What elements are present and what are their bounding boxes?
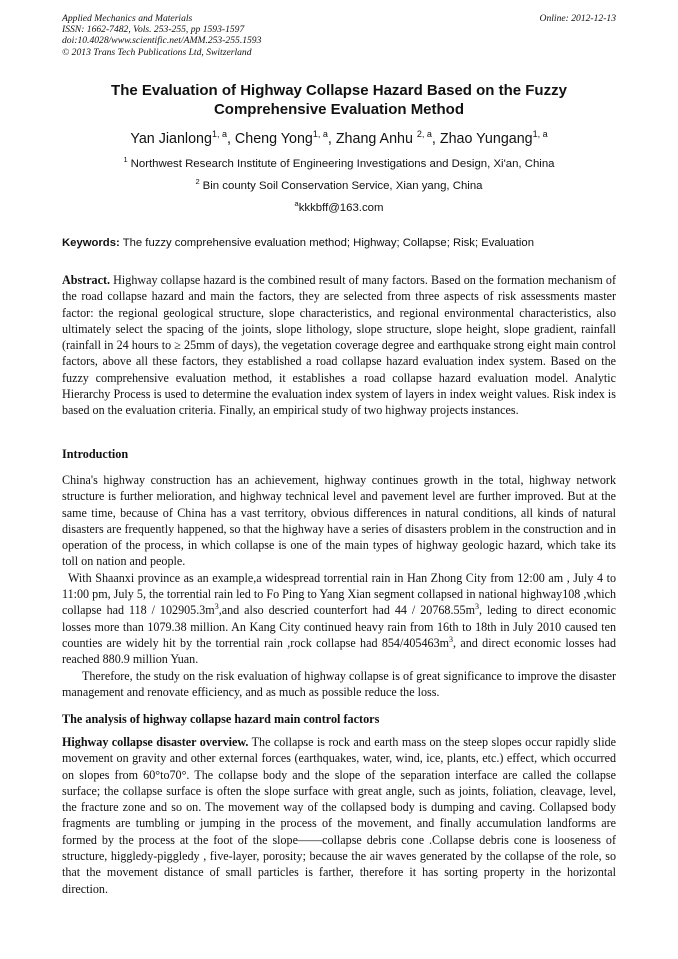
author-affiliation-sup: 1, a <box>532 129 548 139</box>
affiliation-marker: 1 <box>123 155 128 164</box>
abstract-text: Highway collapse hazard is the combined result of many factors. Based on the formation mechanism of the road collapse hazard and main the factors, they are selected from three aspects of risk assessments master factor: the regional geological structure, slope characteristics, and regional environmental characteristics, also ultimately select the spacing of the joints, slope lithology, slope structure, slope height, slope gradient, rainfall (rainfall in 24 hours to ≥ 25mm of days), the vegetation coverage degree and earthquake strong eight main control factors, above all these factors, they established a road collapse hazard evaluation index system. Based on the fuzzy comprehensive evaluation method, it establishes a road collapse hazard evaluation model. Analytic Hierarchy Process is used to determine the evaluation index system of layers in index weight values. Risk index is based on the evaluation criteria. Finally, an empirical study of two highway projects instances. <box>62 273 616 418</box>
subsection-lead: Highway collapse disaster overview. <box>62 735 249 749</box>
abstract <box>62 272 616 419</box>
intro-paragraph-3: Therefore, the study on the risk evaluation of highway collapse is of great significance to improve the disaster management and renovate efficiency, and as much as possible reduce the loss. <box>62 668 616 699</box>
paper-title: The Evaluation of Highway Collapse Hazard Based on the Fuzzy Comprehensive Evaluation Method <box>111 82 567 118</box>
affiliation-2 <box>40 179 638 193</box>
superscript: 3 <box>475 602 479 612</box>
keywords-text: The fuzzy comprehensive evaluation method; Highway; Collapse; Risk; Evaluation <box>119 237 534 249</box>
keywords-label: Keywords: <box>62 237 120 249</box>
author-name: Zhao Yungang <box>439 131 533 147</box>
email-marker: a <box>294 199 299 208</box>
author-name: Zhang Anhu <box>335 131 417 147</box>
journal-name: Applied Mechanics and Materials <box>62 13 193 24</box>
superscript: 3 <box>449 634 454 644</box>
paragraph-text: , leding to direct economic losses more than 1079.38 million. An Kang City continued heavy rain from 16th to 18th in July 2010 caused ten counties are widely hit by the torrential rain ,rock collapse had 854/405463m <box>62 603 616 650</box>
author-name: Yan Jianlong <box>130 131 212 147</box>
doi-line[interactable]: doi:10.4028/www.scientific.net/AMM.253-255.1593 <box>62 35 262 47</box>
affiliation-text: Northwest Research Institute of Engineering Investigations and Design, Xi'an, China <box>130 158 555 170</box>
section-body <box>62 734 616 897</box>
introduction-heading: Introduction <box>62 447 129 461</box>
copyright-line: © 2013 Trans Tech Publications Ltd, Switzerland <box>62 46 252 58</box>
author-separator: , <box>226 131 235 147</box>
affiliation-text: Bin county Soil Conservation Service, Xian yang, China <box>202 180 483 192</box>
author-list <box>40 130 638 148</box>
issn-line: ISSN: 1662-7482, Vols. 253-255, pp 1593-1597 <box>62 24 245 36</box>
section-text: The collapse is rock and earth mass on the steep slopes occur rapidly slide movement on gravity and other external forces (earthquakes, water, wind, ice, plants, etc.) effect, which occurred on slopes from 60°to70°. The collapse body and the slope of the separation interface are called the collapse surface; the collapse surface is often the slope surface with great angle, such as joints, foliation, cleavage, level, the fracture zone and so on. The movement way of the collapsed body is dumping and caving. Collapsed body fragments are tumbling or jumping in the process of the movement, and finally accumulation landforms are formed by the process at the foot of the slope——collapse debris cone .Collapse debris cone is looseness of structure, higgledy-piggledy , five-layer, porosity; because the air waves generated by the collapse of the role, so that the movement distance of small particles is farther, therefore it has sorting property in the horizontal direction. <box>62 735 616 896</box>
author-separator: , <box>431 131 440 147</box>
paragraph-text: , and direct economic losses had reached 880.9 million Yuan. <box>62 635 616 667</box>
online-date: Online: 2012-12-13 <box>539 13 616 24</box>
paragraph-text: With Shaanxi province as an example,a widespread torrential rain in Han Zhong City from 12:00 am , July 4 to 11:00 pm, July 5, the torrential rain led to Fo Ping to Yang Xian segment collapsed in national highway108 ,which collapse had 118 / 102905.3m <box>62 570 616 618</box>
introduction-body <box>62 472 616 700</box>
keywords <box>62 236 616 250</box>
author-affiliation-sup: 1, a <box>312 129 328 139</box>
author-separator: , <box>327 131 336 147</box>
paragraph-text: ,and also descried counterfort had 44 / 20768.55m <box>218 603 475 618</box>
journal-header <box>62 13 616 58</box>
author-affiliation-sup: 1, a <box>211 129 227 139</box>
intro-paragraph-2 <box>62 570 616 668</box>
abstract-label: Abstract. <box>62 273 111 287</box>
affiliation-1 <box>40 157 638 171</box>
affiliation-marker: 2 <box>195 177 200 186</box>
author-affiliation-sup: 2, a <box>416 129 432 139</box>
superscript: 3 <box>214 602 219 612</box>
email-address[interactable]: kkkbff@163.com <box>298 202 384 214</box>
intro-paragraph-1: China's highway construction has an achievement, highway continues growth in the total, highway network structure is further melioration, and highway technical level and pavement level are further improved. But at the same time, because of China has a vast territory, obvious differences in natural conditions, all kinds of natural disasters are frequently happened, so that the highway have a series of disasters problem in the construction and in operation of the process, in which collapse is one of the main types of highway geologic hazard, which take its toll on nation and people. <box>62 473 616 569</box>
author-email <box>40 201 638 215</box>
section-heading: The analysis of highway collapse hazard main control factors <box>62 712 380 726</box>
author-name: Cheng Yong <box>234 131 313 147</box>
